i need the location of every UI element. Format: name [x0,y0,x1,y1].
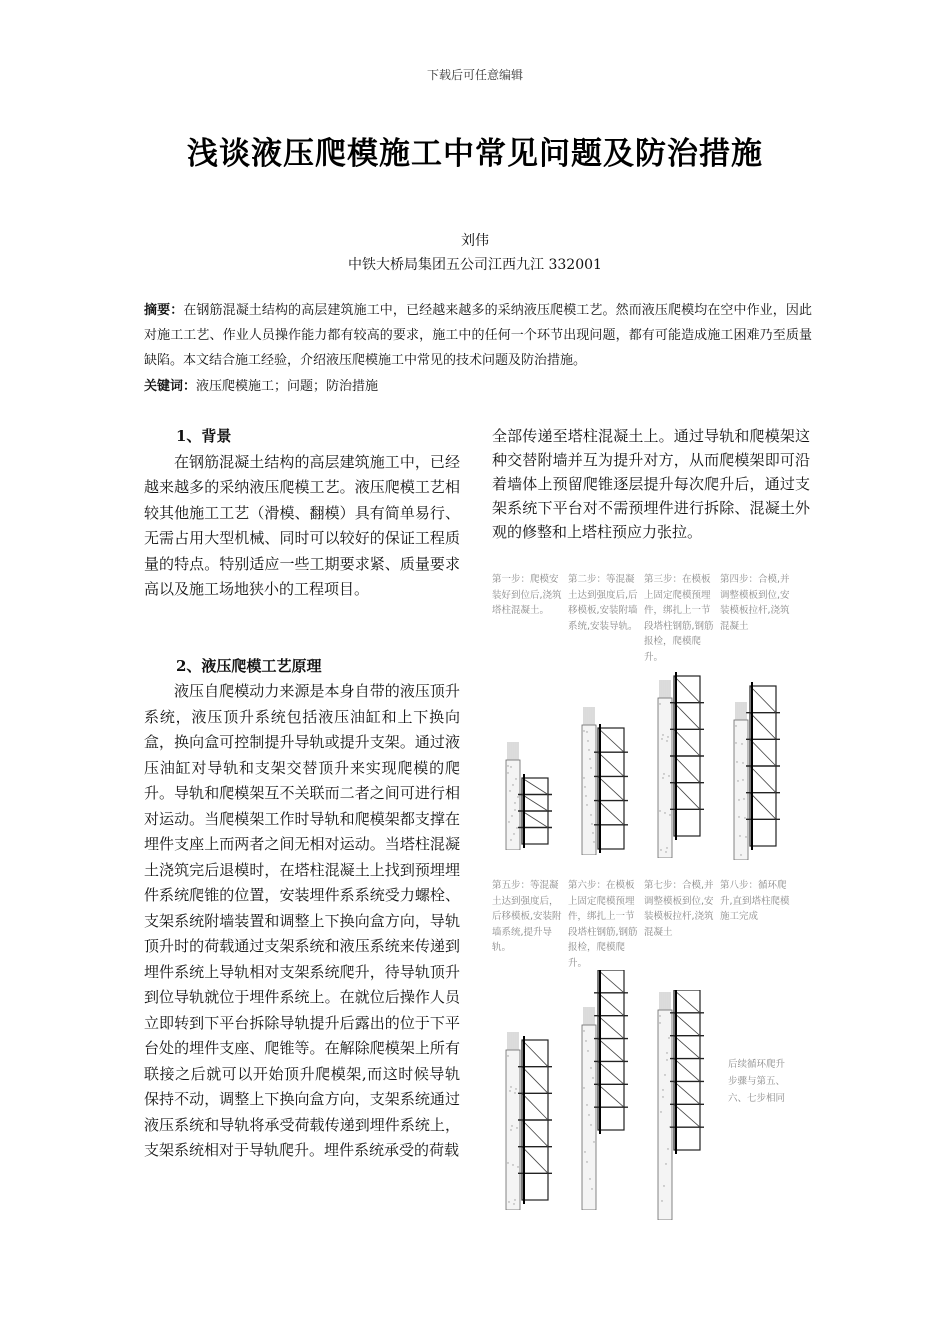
concrete-speckle [667,1148,668,1149]
diagonal-brace [674,703,700,730]
concrete-speckle [514,1092,515,1093]
step-drawing-5 [492,1020,562,1210]
diagonal-brace [674,756,700,783]
diagonal-brace [522,1120,548,1147]
concrete-speckle [662,777,663,778]
concrete-speckle [583,1030,584,1031]
abstract-text: 在钢筋混凝土结构的高层建筑施工中，已经越来越多的采纳液压爬模工艺。然而液压爬模均在空中作业，因此对施工工艺、作业人员操作能力都有较高的要求，施工中的任何一个环节出现问题，都有可能造成施工困难乃至质量缺陷。本文结合施工经验，介绍液压爬模施工中常见的技术问题及防治措施。 [144,303,812,368]
concrete-speckle [662,734,663,735]
concrete-speckle [512,784,513,785]
step-caption-6: 第六步：在模板上固定爬模预埋件，绑扎上一节段塔柱钢筋,钢筋报检，爬模爬升。 [568,880,638,969]
concrete-speckle [662,1089,663,1090]
concrete-speckle [660,1111,661,1112]
section-body-principle: 液压自爬模动力来源是本身自带的液压顶升系统，液压顶升系统包括液压油缸和上下换向盒，换向盒可控制提升导轨或提升支架。通过液压油缸对导轨和支架交替顶升来实现爬模的爬升。导轨和爬模架互不关联而二者之间可进行相对运动。当爬模架工作时导轨和爬模架都支撑在埋件支座上而两者之间无相对运动。当塔柱混凝土浇筑完后退模时，在塔柱混凝土上找到预埋埋件系统爬锥的位置，安装埋件系系统受力螺栓、支架系统附墙装置和调整上下换向盒方向，导轨顶升时的荷载通过支架系统和液压系统来传递到埋件系统上导轨相对支架系统爬升，待导轨顶升到位导轨就位于埋件系统上。在就位后操作人员立即转到下平台拆除导轨提升后露出的位于下平台处的埋件支座、爬锥等。在解除爬模架上所有联接之后就可以开始顶升爬模架,而这时候导轨保持不动，调整上下换向盒方向，支架系统通过液压系统和导轨将承受荷载传递到埋件系统上，支架系统相对于导轨爬升。埋件系统承受的荷载 [144,682,460,1159]
step-caption-8: 第八步：循环爬升,直到塔柱爬模施工完成 [720,880,790,922]
concrete-speckle [667,736,668,737]
left-column [144,424,460,1164]
diagonal-brace [750,739,776,766]
diagonal-brace [674,1104,700,1127]
concrete-speckle [661,1200,662,1201]
step-drawing-svg [492,700,562,850]
diagonal-brace [674,1013,700,1036]
concrete-speckle [507,1162,508,1163]
concrete-speckle [660,849,661,850]
concrete-speckle [583,1087,584,1088]
step-drawing-svg [644,668,716,858]
diagonal-brace [674,1036,700,1059]
step-drawing-7 [644,990,716,1220]
concrete-speckle [737,780,738,781]
step-caption-2: 第二步：等混凝土达到强度后,后移模板,安装附墙系统,安装导轨。 [568,574,638,632]
concrete-speckle [593,841,594,842]
concrete-speckle [510,839,511,840]
concrete-speckle [510,1086,511,1087]
step-drawing-2 [568,680,638,855]
diagonal-brace [598,993,624,1016]
concrete-speckle [668,775,669,776]
concrete-speckle [510,1129,511,1130]
diagonal-brace [598,801,624,825]
concrete-speckle [664,1074,665,1075]
concrete-speckle [516,827,517,828]
concrete-speckle [659,1022,660,1023]
concrete-speckle [738,799,739,800]
concrete-speckle [511,815,512,816]
concrete-speckle [586,1161,587,1162]
step-drawing-svg [568,680,638,855]
concrete-speckle [509,1090,510,1091]
diagonal-brace [674,676,700,703]
diagonal-brace [522,795,548,812]
concrete-speckle [585,1040,586,1041]
step-caption-1: 第一步：爬模安装好到位后,浇筑塔柱混凝土。 [492,574,562,616]
step-caption-3: 第三步：在模板上固定爬模预埋件，绑扎上一节段塔柱钢筋,钢筋报检，爬模爬升。 [644,574,714,663]
step-drawing-4 [720,680,792,860]
concrete-speckle [744,817,745,818]
concrete-speckle [585,795,586,796]
concrete-speckle [507,1055,508,1056]
concrete-speckle [736,761,737,762]
concrete-speckle [515,778,516,779]
concrete-speckle [584,786,585,787]
diagonal-brace [598,1084,624,1107]
figure-note: 后续循环爬升步骤与第五、六、七步相同 [728,1059,786,1104]
affiliation: 中铁大桥局集团五公司江西九江 332001 [348,257,602,273]
concrete-speckle [584,1151,585,1152]
diagonal-brace [674,729,700,756]
concrete-speckle [589,758,590,759]
step-drawing-svg [492,1020,562,1210]
keywords [144,374,812,399]
concrete-speckle [659,703,660,704]
concrete-speckle [516,1127,517,1128]
concrete-speckle [590,1067,591,1068]
concrete-wall [658,1010,672,1220]
concrete-speckle [668,1037,669,1038]
step-caption-7: 第七步：合模,并调整模板到位,安装模板拉杆,浇筑混凝土 [644,880,714,938]
right-column-paragraph: 全部传递至塔柱混凝土上。通过导轨和爬模架这种交替附墙并互为提升对方，从而爬模架即可沿着墙体上预留爬锥逐层提升每次爬升后，通过支架系统下平台对不需预埋件进行拆除、混凝土外观的修整和上塔柱预应力张拉。 [492,427,810,541]
concrete-speckle [590,767,591,768]
diagonal-brace [598,1016,624,1039]
step-drawing-3 [644,668,716,858]
diagonal-brace [598,728,624,752]
concrete-speckle [510,766,511,767]
header-note: 下载后可任意编辑 [426,68,523,82]
concrete-speckle [742,779,743,780]
diagonal-brace [674,1059,700,1082]
concrete-speckle [738,816,739,817]
concrete-speckle [735,725,736,726]
concrete-wall [506,1050,520,1210]
step-caption-4: 第四步：合模,并调整模板到位,安装模板拉杆,浇筑混凝土 [720,574,790,632]
concrete-speckle [514,809,515,810]
step-drawing-svg [568,970,638,1210]
diagonal-brace [598,752,624,776]
concrete-speckle [740,854,741,855]
diagonal-brace [522,778,548,795]
concrete-speckle [663,1185,664,1186]
concrete-speckle [586,804,587,805]
page-title: 浅谈液压爬模施工中常见问题及防治措施 [187,136,763,172]
concrete-speckle [513,1203,514,1204]
concrete-speckle [587,1050,588,1051]
concrete-speckle [659,1015,660,1016]
concrete-speckle [666,740,667,741]
section-heading-background: 1、背景 [176,427,232,445]
diagonal-brace [674,783,700,810]
concrete-speckle [507,772,508,773]
concrete-speckle [517,796,518,797]
diagonal-brace [674,990,700,1013]
diagonal-brace [522,1040,548,1067]
concrete-wall [734,720,748,860]
concrete-speckle [586,1104,587,1105]
right-column-text [492,424,810,544]
section-body-background: 在钢筋混凝土结构的高层建筑施工中，已经越来越多的采纳液压爬模工艺。液压爬模工艺相较其他施工工艺（滑模、翻模）具有简单易行、无需占用大型机械、同时可以较好的保证工程质量的特点。特别适应一些工期要求紧、质量要求高以及施工场地狭小的工程项目。 [144,452,460,598]
concrete-speckle [508,1201,509,1202]
concrete-speckle [663,773,664,774]
concrete-speckle [661,738,662,739]
concrete-speckle [588,749,589,750]
diagonal-brace [598,970,624,993]
keywords-label: 关键词： [144,379,197,394]
concrete-speckle [589,1178,590,1179]
concrete-wall [582,1025,596,1210]
concrete-speckle [588,1114,589,1115]
concrete-speckle [659,810,660,811]
abstract [144,298,812,373]
concrete-speckle [591,823,592,824]
diagonal-brace [750,713,776,740]
concrete-speckle [666,847,667,848]
concrete-speckle [592,1077,593,1078]
concrete-speckle [507,765,508,766]
diagonal-brace [598,1039,624,1062]
concrete-speckle [515,1088,516,1089]
concrete-speckle [509,790,510,791]
step-drawing-svg [644,990,716,1220]
concrete-speckle [664,812,665,813]
concrete-speckle [508,821,509,822]
concrete-speckle [591,1188,592,1189]
diagonal-brace [750,686,776,713]
concrete-speckle [512,1164,513,1165]
diagonal-brace [750,793,776,820]
concrete-wall [658,698,672,858]
author: 刘伟 [461,233,489,249]
concrete-speckle [665,851,666,852]
concrete-speckle [745,836,746,837]
keywords-text: 液压爬模施工；问题；防治措施 [196,379,379,394]
step-caption-5: 第五步：等混凝土达到强度后，后移模板,安装附墙系统,提升导轨。 [492,880,562,953]
concrete-speckle [742,762,743,763]
concrete-wall [582,725,596,855]
concrete-speckle [741,743,742,744]
concrete-speckle [662,1096,663,1097]
diagonal-brace [598,776,624,800]
concrete-speckle [666,1059,667,1060]
concrete-speckle [513,833,514,834]
concrete-speckle [669,814,670,815]
diagonal-brace [750,766,776,793]
concrete-speckle [514,1199,515,1200]
concrete-speckle [593,1141,594,1142]
step-drawing-1 [492,700,562,850]
abstract-label: 摘要： [144,303,184,318]
concrete-speckle [590,1124,591,1125]
concrete-speckle [583,777,584,778]
step-drawing-6 [568,970,638,1210]
concrete-speckle [743,798,744,799]
concrete-speckle [511,1125,512,1126]
step-drawing-svg [720,680,792,860]
concrete-speckle [590,814,591,815]
diagonal-brace [522,811,548,828]
diagonal-brace [522,1093,548,1120]
concrete-speckle [514,802,515,803]
diagonal-brace [598,1061,624,1084]
diagonal-brace [674,1081,700,1104]
diagonal-brace [522,1067,548,1094]
concrete-speckle [665,1163,666,1164]
concrete-speckle [517,1166,518,1167]
section-heading-principle: 2、液压爬模工艺原理 [176,656,322,675]
concrete-speckle [666,1052,667,1053]
concrete-speckle [587,740,588,741]
concrete-speckle [735,742,736,743]
diagonal-brace [522,1147,548,1174]
concrete-speckle [739,835,740,836]
concrete-speckle [592,832,593,833]
concrete-speckle [583,730,584,731]
concrete-speckle [586,731,587,732]
